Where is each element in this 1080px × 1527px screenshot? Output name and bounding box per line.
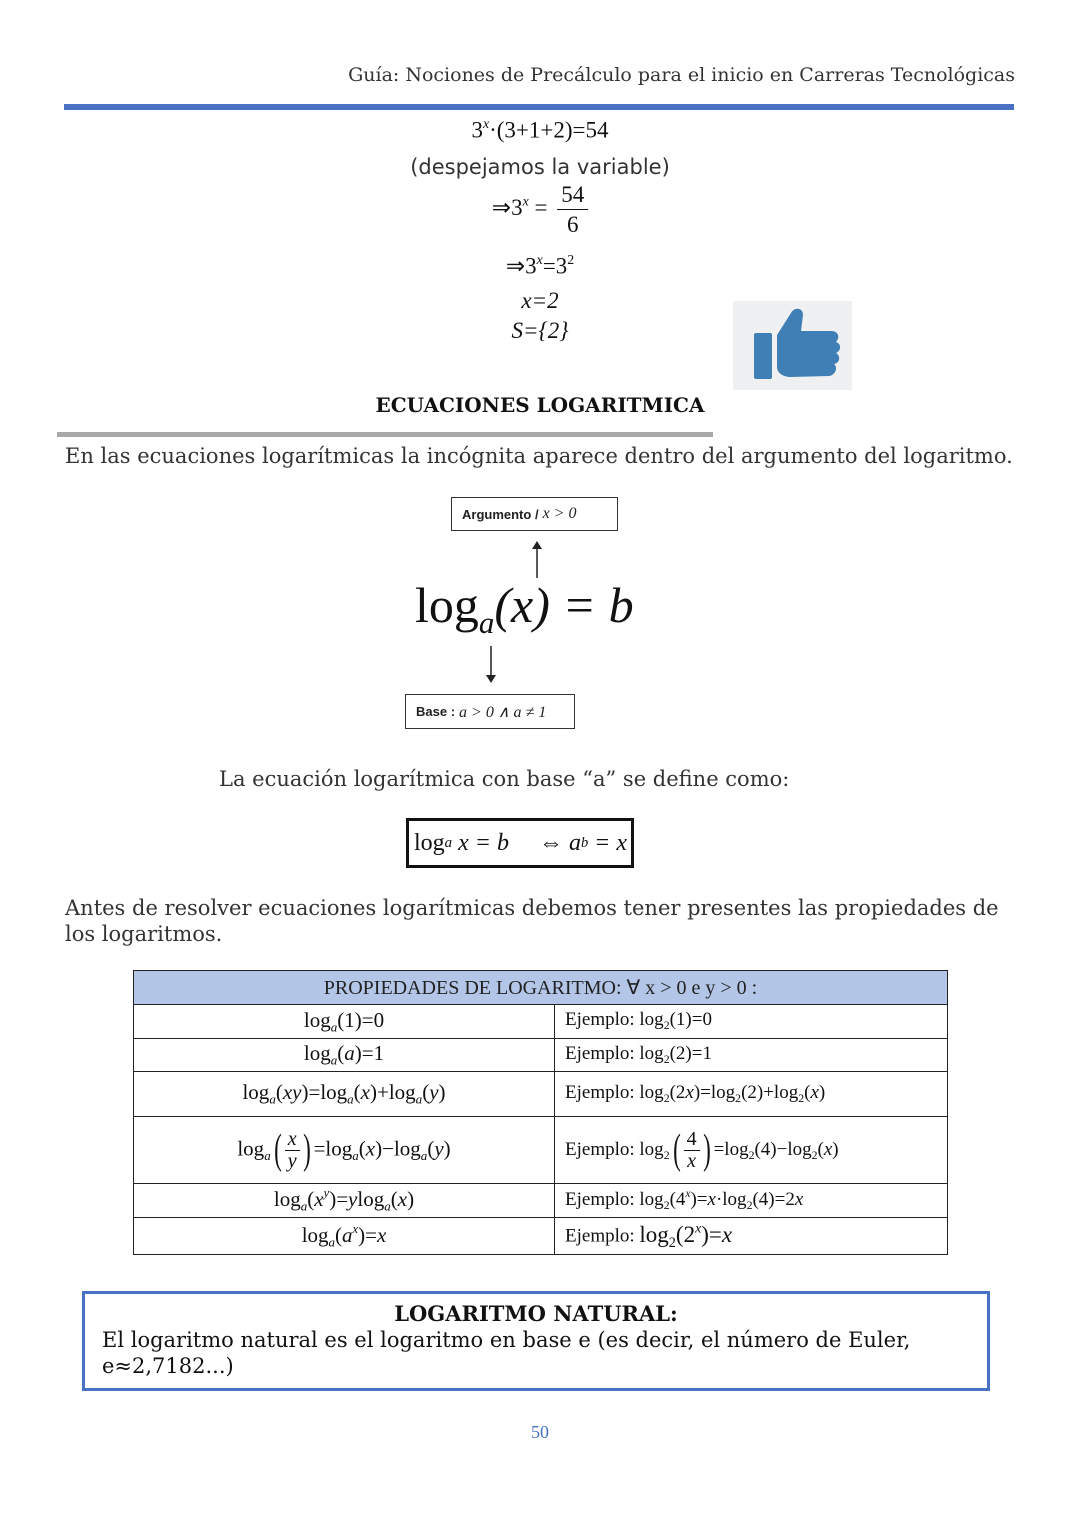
- natural-log-box: [82, 1291, 990, 1391]
- base-box: Base : a > 0 ∧ a ≠ 1: [405, 694, 575, 729]
- header-rule: [64, 104, 1014, 110]
- table-row: [134, 1184, 948, 1218]
- property-cell: $\log_a(x^y)=ylog_a(x)$: [134, 1184, 555, 1218]
- section-rule: [57, 432, 713, 437]
- definition-formula-box: log a x = b ⇔ a b = x: [406, 818, 634, 868]
- step-line-1: $3^x\cdot(3+1+2)=54$: [471, 116, 609, 143]
- step-line-4: $\Rightarrow 3^x=3^2$: [505, 252, 575, 279]
- step-note: (despejamos la variable): [410, 155, 670, 179]
- natural-log-text: El logaritmo natural es el logaritmo en base e (es decir, el número de Euler, e≈2,7182...): [102, 1328, 911, 1378]
- header-title: Guía: Nociones de Precálculo para el inicio en Carreras Tecnológicas: [348, 64, 1015, 86]
- page-number: 50: [531, 1422, 549, 1442]
- before-paragraph: Antes de resolver ecuaciones logarítmicas debemos tener presentes las propiedades de los logaritmos.: [65, 896, 999, 946]
- example-cell: Ejemplo: $\log_2$ ( 4 x ) $=\log_2(4)-\log_2(x)$: [555, 1117, 948, 1184]
- thumbs-up-icon: [733, 301, 852, 390]
- step-line-3: ⇒3$^x$ = $\frac{54}{6}$: [0, 182, 1080, 238]
- example-cell: Ejemplo: $\log_2(2)=1$: [555, 1039, 948, 1072]
- table-row: [134, 1005, 948, 1039]
- table-header: PROPIEDADES DE LOGARITMO: ∀ x > 0 e y > 0 :: [134, 971, 948, 1005]
- table-row: [134, 1117, 948, 1184]
- section-heading: ECUACIONES LOGARITMICA: [375, 393, 705, 417]
- example-cell: Ejemplo: $\log_2(4^x)=x\cdot\log_2(4)=2x$: [555, 1184, 948, 1218]
- property-cell: $\log_a(xy)=\log_a(x)+\log_a(y)$: [134, 1072, 555, 1117]
- example-cell: Ejemplo: $\log_2(2x)=\log_2(2)+\log_2(x)$: [555, 1072, 948, 1117]
- argument-box: Argumento / x > 0: [451, 497, 618, 531]
- intro-paragraph: En las ecuaciones logarítmicas la incógnita aparece dentro del argumento del logaritmo.: [65, 444, 1013, 468]
- table-row: [134, 1218, 948, 1255]
- property-cell: $\log_a$ ( x y ) $=\log_a(x)-\log_a(y)$: [134, 1117, 555, 1184]
- natural-log-title: LOGARITMO NATURAL:: [394, 1301, 678, 1326]
- step-line-6: S={2}: [511, 318, 569, 343]
- arrow-up-icon: [530, 540, 544, 580]
- step-line-5: x=2: [521, 288, 559, 313]
- example-cell: Ejemplo: $\log_2(2^x)=x$: [555, 1218, 948, 1255]
- example-cell: Ejemplo: $\log_2(1)=0$: [555, 1005, 948, 1039]
- property-cell: $\log_a(1)=0$: [134, 1005, 555, 1039]
- definition-text: La ecuación logarítmica con base “a” se define como:: [219, 767, 790, 791]
- table-row: [134, 1072, 948, 1117]
- table-header-row: [134, 971, 948, 1005]
- log-main-formula: $\log_a(x) = b$: [415, 577, 634, 640]
- property-cell: $\log_a(a^x)=x$: [134, 1218, 555, 1255]
- arrow-down-icon: [484, 644, 498, 684]
- properties-table: [133, 970, 948, 1255]
- table-row: [134, 1039, 948, 1072]
- property-cell: $\log_a(a)=1$: [134, 1039, 555, 1072]
- fraction-54-over-6: $\frac{54}{6}$: [557, 182, 588, 238]
